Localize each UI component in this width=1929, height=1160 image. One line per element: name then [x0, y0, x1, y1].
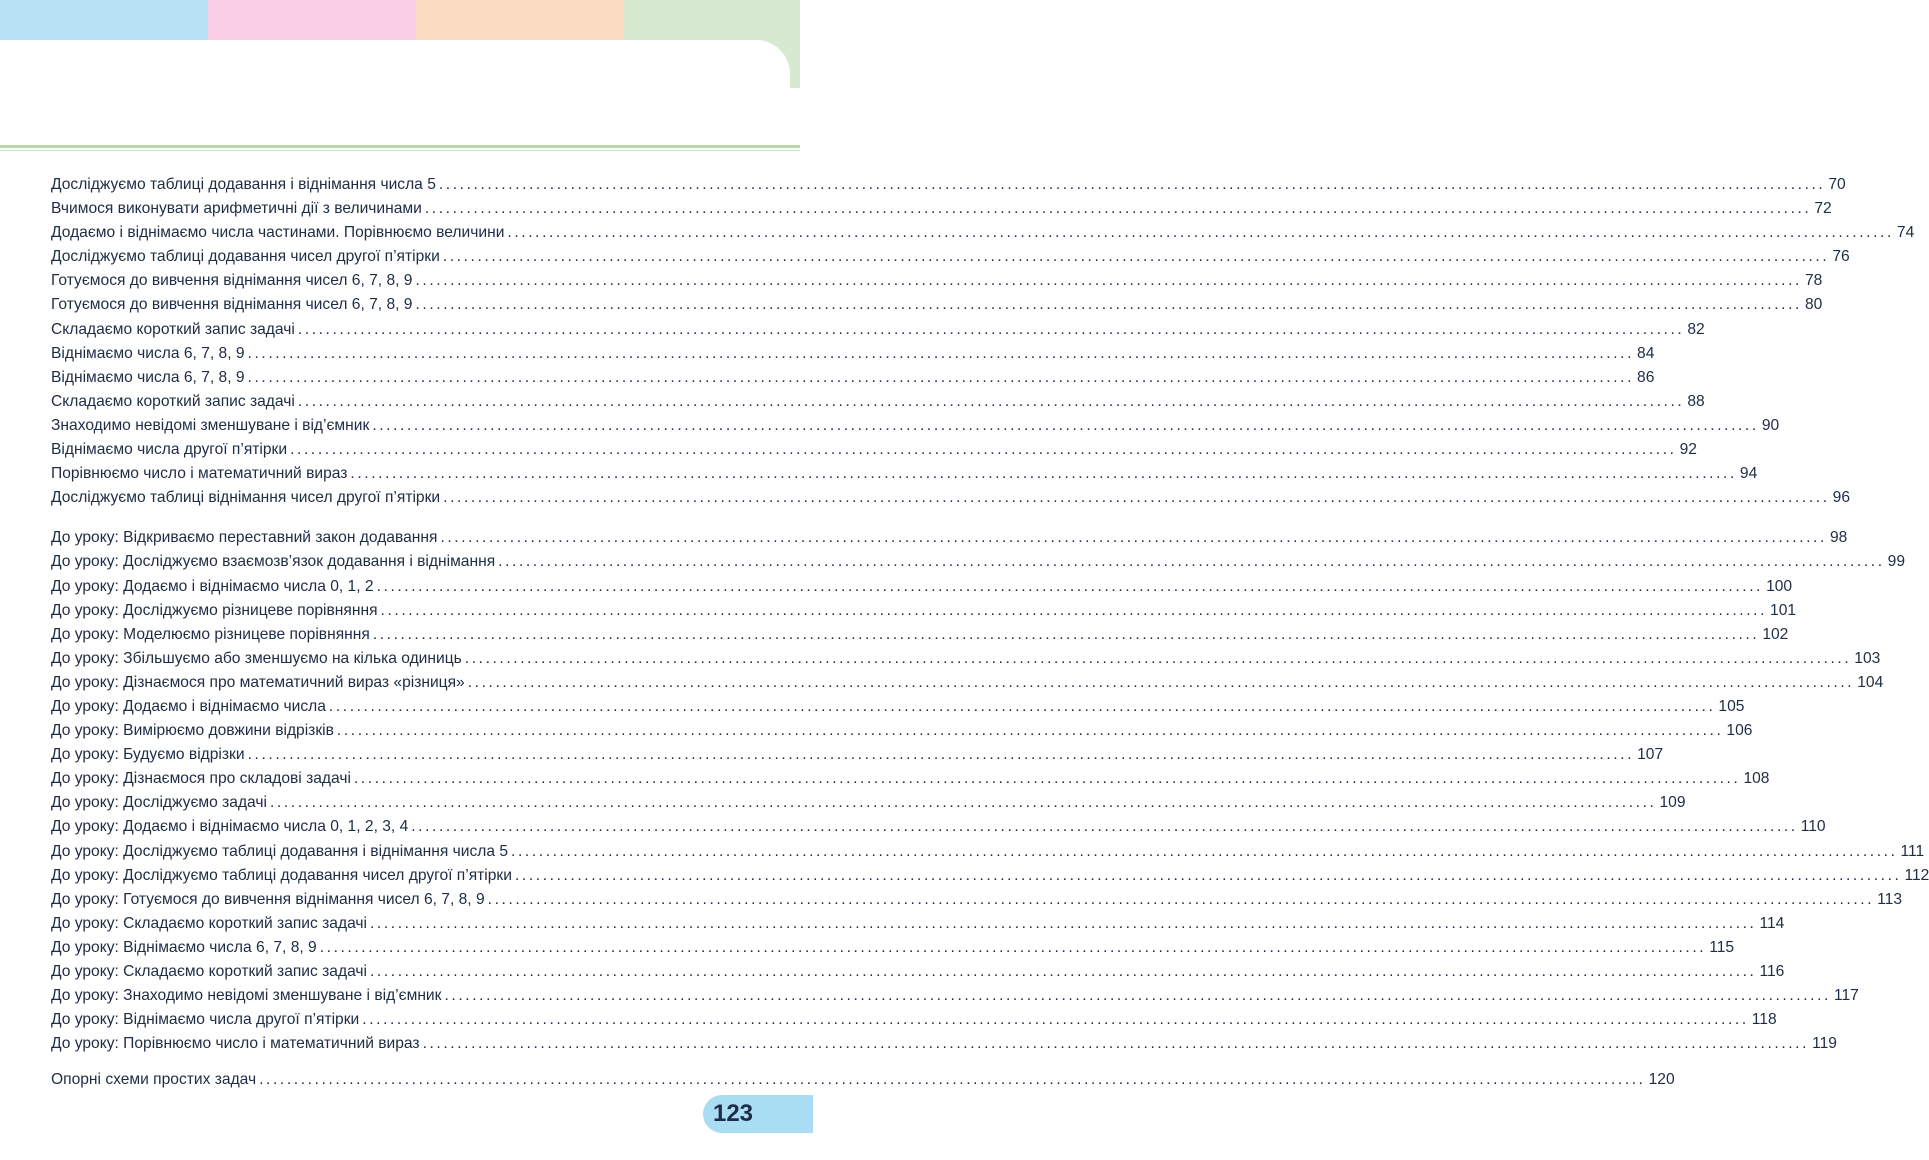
toc-leader-dots: ........................................................................................................................................................................................................	[370, 963, 1757, 980]
toc-entry-page: 94	[1739, 465, 1758, 483]
toc-entry-title: До уроку: Досліджуємо задачі	[51, 794, 267, 812]
toc-entry-page: 80	[1804, 296, 1823, 314]
toc-entry-title: До уроку: Дізнаємося про складові задачі	[51, 770, 351, 788]
toc-entry[interactable]	[51, 414, 1780, 438]
toc-entry-title: До уроку: Відкриваємо переставний закон додавання	[51, 529, 438, 547]
toc-leader-dots: ........................................................................................................................................................................................................	[464, 649, 1852, 667]
toc-leader-dots: ........................................................................................................................................................................................................	[336, 722, 1724, 740]
toc-leader-dots: ........................................................................................................................................................................................................	[372, 416, 1759, 434]
toc-leader-dots: ........................................................................................................................................................................................................	[353, 770, 1741, 788]
toc-leader-dots: ........................................................................................................................................................................................................	[487, 890, 1875, 908]
toc-entry[interactable]	[51, 486, 1850, 510]
toc-entry-page: 102	[1762, 625, 1789, 643]
toc-leader-dots: ........................................................................................................................................................................................................	[415, 272, 1802, 290]
toc-spacer	[51, 510, 709, 526]
toc-entry-page: 114	[1759, 914, 1785, 932]
toc-entry[interactable]	[51, 293, 1823, 317]
toc-leader-dots: ........................................................................................................................................................................................................	[247, 746, 1635, 764]
toc-entry[interactable]	[51, 888, 1903, 912]
toc-entry[interactable]	[51, 671, 1884, 695]
toc-entry-page: 90	[1761, 416, 1780, 434]
toc-entry[interactable]	[51, 269, 1823, 293]
toc-entry[interactable]	[51, 245, 1850, 269]
toc-leader-dots: ........................................................................................................................................................................................................	[380, 601, 1768, 619]
toc-entry-page: 98	[1829, 529, 1848, 547]
toc-leader-dots: ........................................................................................................................................................................................................	[443, 489, 1830, 507]
toc-leader-dots: ........................................................................................................................................................................................................	[411, 818, 1798, 836]
toc-entry[interactable]	[51, 936, 1735, 960]
toc-entry-page: 113	[1877, 890, 1903, 908]
toc-entry-title: До уроку: Досліджуємо взаємозв’язок додавання і віднімання	[51, 553, 496, 571]
toc-entry-title: До уроку: Додаємо і віднімаємо числа 0, 1, 2	[51, 577, 374, 595]
toc-entry[interactable]	[51, 575, 1793, 599]
toc-entry-title: До уроку: Складаємо короткий запис задачі	[51, 914, 367, 932]
toc-entry-page: 86	[1637, 368, 1655, 386]
toc-entry-title: Досліджуємо таблиці віднімання чисел другої п’ятірки	[51, 489, 441, 507]
toc-entry-title: До уроку: Додаємо і віднімаємо числа 0, 1, 2, 3, 4	[51, 818, 409, 836]
toc-leader-dots: ........................................................................................................................................................................................................	[511, 842, 1898, 860]
toc-entry-title: Складаємо короткий запис задачі	[51, 320, 295, 338]
toc-leader-dots: ........................................................................................................................................................................................................	[415, 296, 1802, 314]
toc-entry-title: До уроку: Дізнаємося про математичний вираз «різниця»	[51, 673, 465, 691]
toc-entry[interactable]	[51, 1068, 1675, 1092]
page-number: 123	[712, 1100, 754, 1127]
toc-entry-title: Віднімаємо числа 6, 7, 8, 9	[51, 368, 245, 386]
toc-group-lesson-materials	[51, 526, 1929, 1056]
toc-leader-dots: ........................................................................................................................................................................................................	[259, 1071, 1646, 1089]
toc-entry-page: 84	[1637, 344, 1655, 362]
toc-entry-page: 100	[1766, 577, 1793, 595]
toc-entry-title: До уроку: Віднімаємо числа 6, 7, 8, 9	[51, 938, 317, 956]
header-panel	[0, 40, 790, 144]
top-color-stripes	[0, 0, 800, 40]
toc-group-lessons	[51, 173, 1915, 510]
toc-entry-title: До уроку: Готуємося до вивчення віднімання чисел 6, 7, 8, 9	[51, 890, 485, 908]
toc-leader-dots: ........................................................................................................................................................................................................	[247, 368, 1635, 386]
toc-spacer	[51, 1056, 709, 1068]
toc-entry-page: 78	[1804, 272, 1823, 290]
toc-entry-title: Порівнюємо число і математичний вираз	[51, 465, 348, 483]
toc-entry[interactable]	[51, 1032, 1837, 1056]
toc-leader-dots: ........................................................................................................................................................................................................	[442, 248, 1830, 266]
toc-entry-title: До уроку: Збільшуємо або зменшуємо на кілька одиниць	[51, 649, 462, 667]
toc-leader-dots: ........................................................................................................................................................................................................	[328, 697, 1716, 715]
toc-entry-page: 101	[1770, 601, 1797, 619]
toc-entry-title: Вчимося виконувати арифметичні дії з величинами	[51, 200, 422, 218]
toc-leader-dots: ........................................................................................................................................................................................................	[350, 465, 1737, 483]
toc-entry-page: 109	[1659, 794, 1686, 812]
toc-entry-title: До уроку: Моделюємо різницеве порівняння	[51, 625, 370, 643]
toc-entry-title: До уроку: Складаємо короткий запис задачі	[51, 963, 367, 980]
toc-entry[interactable]	[51, 840, 1925, 864]
toc-entry-page: 116	[1759, 963, 1785, 980]
toc-entry-page: 107	[1637, 746, 1664, 764]
toc-leader-dots: ........................................................................................................................................................................................................	[290, 441, 1677, 459]
toc-entry-title: Готуємося до вивчення віднімання чисел 6, 7, 8, 9	[51, 296, 413, 314]
toc-leader-dots: ........................................................................................................................................................................................................	[372, 625, 1760, 643]
toc-leader-dots: ........................................................................................................................................................................................................	[297, 320, 1685, 338]
toc-entry[interactable]	[51, 623, 1789, 647]
toc-entry-title: Віднімаємо числа 6, 7, 8, 9	[51, 344, 245, 362]
toc-entry[interactable]	[51, 864, 1929, 888]
toc-entry-page: 110	[1800, 818, 1826, 836]
toc-entry-title: До уроку: Вимірюємо довжини відрізків	[51, 722, 334, 740]
toc-entry-title: До уроку: Будуємо відрізки	[51, 746, 245, 764]
page-number-badge	[703, 1095, 813, 1133]
toc-entry-title: Віднімаємо числа другої п’ятірки	[51, 441, 288, 459]
toc-entry[interactable]	[51, 342, 1655, 366]
toc-leader-dots: ........................................................................................................................................................................................................	[297, 392, 1685, 410]
toc-entry[interactable]	[51, 526, 1848, 550]
toc-entry[interactable]	[51, 221, 1915, 245]
toc-leader-dots: ........................................................................................................................................................................................................	[444, 987, 1831, 1005]
toc-entry-title: До уроку: Знаходимо невідомі зменшуване і від’ємник	[51, 987, 442, 1005]
toc-entry-page: 115	[1709, 938, 1735, 956]
toc-entry-title: Готуємося до вивчення віднімання чисел 6, 7, 8, 9	[51, 272, 413, 290]
toc-leader-dots: ........................................................................................................................................................................................................	[370, 914, 1757, 932]
table-of-contents	[51, 173, 1929, 1092]
toc-entry[interactable]	[51, 318, 1705, 342]
toc-entry-page: 103	[1854, 649, 1881, 667]
toc-entry-title: Складаємо короткий запис задачі	[51, 392, 295, 410]
toc-entry-page: 106	[1726, 722, 1753, 740]
toc-entry[interactable]	[51, 173, 1846, 197]
toc-entry-page: 104	[1857, 673, 1884, 691]
toc-entry-page: 99	[1887, 553, 1905, 571]
toc-leader-dots: ........................................................................................................................................................................................................	[362, 1011, 1749, 1029]
toc-entry[interactable]	[51, 791, 1686, 815]
toc-leader-dots: ........................................................................................................................................................................................................	[438, 176, 1826, 193]
toc-entry-title: Досліджуємо таблиці додавання і віднімання числа 5	[51, 176, 436, 193]
stripe-orange	[416, 0, 624, 40]
toc-entry[interactable]	[51, 743, 1664, 767]
stripe-blue	[0, 0, 208, 40]
toc-entry-page: 96	[1832, 489, 1850, 507]
toc-leader-dots: ........................................................................................................................................................................................................	[507, 224, 1894, 242]
toc-entry-title: До уроку: Досліджуємо таблиці додавання і віднімання числа 5	[51, 842, 509, 860]
toc-entry[interactable]	[51, 390, 1705, 414]
toc-leader-dots: ........................................................................................................................................................................................................	[514, 866, 1902, 884]
toc-entry-title: До уроку: Досліджуємо різницеве порівняння	[51, 601, 378, 619]
toc-leader-dots: ........................................................................................................................................................................................................	[269, 794, 1657, 812]
toc-entry[interactable]	[51, 647, 1881, 671]
toc-entry-title: До уроку: Додаємо і віднімаємо числа	[51, 697, 326, 715]
toc-entry-page: 76	[1832, 248, 1850, 266]
toc-entry-page: 88	[1687, 392, 1705, 410]
toc-entry-page: 120	[1648, 1071, 1675, 1089]
toc-leader-dots: ........................................................................................................................................................................................................	[422, 1035, 1810, 1053]
toc-entry-page: 111	[1900, 842, 1925, 860]
toc-leader-dots: ........................................................................................................................................................................................................	[319, 938, 1707, 956]
toc-entry-page: 70	[1828, 176, 1846, 193]
toc-leader-dots: ........................................................................................................................................................................................................	[498, 553, 1885, 571]
stripe-pink	[208, 0, 416, 40]
toc-entry-page: 92	[1679, 441, 1697, 459]
toc-entry-page: 119	[1812, 1035, 1837, 1053]
header-divider	[0, 145, 800, 148]
toc-entry-page: 108	[1743, 770, 1770, 788]
toc-entry[interactable]	[51, 695, 1745, 719]
toc-entry[interactable]	[51, 767, 1770, 791]
toc-entry-page: 72	[1814, 200, 1832, 218]
toc-entry-page: 105	[1718, 697, 1745, 715]
toc-entry[interactable]	[51, 815, 1826, 839]
toc-leader-dots: ........................................................................................................................................................................................................	[247, 344, 1635, 362]
toc-entry[interactable]	[51, 550, 1905, 574]
toc-entry-title: Опорні схеми простих задач	[51, 1071, 257, 1089]
stripe-green	[624, 0, 800, 40]
toc-entry[interactable]	[51, 599, 1797, 623]
header-divider-thin	[0, 150, 800, 151]
toc-entry[interactable]	[51, 462, 1758, 486]
toc-entry[interactable]	[51, 1008, 1777, 1032]
toc-entry-title: Знаходимо невідомі зменшуване і від’ємник	[51, 416, 370, 434]
toc-entry-page: 117	[1833, 987, 1859, 1005]
toc-entry-title: До уроку: Досліджуємо таблиці додавання чисел другої п’ятірки	[51, 866, 512, 884]
toc-entry[interactable]	[51, 912, 1785, 936]
toc-entry[interactable]	[51, 197, 1832, 221]
toc-entry-page: 112	[1904, 866, 1929, 884]
toc-group-schemes	[51, 1068, 1675, 1092]
toc-entry[interactable]	[51, 719, 1753, 743]
toc-entry-page: 118	[1751, 1011, 1777, 1029]
toc-entry[interactable]	[51, 366, 1655, 390]
toc-leader-dots: ........................................................................................................................................................................................................	[440, 529, 1827, 547]
toc-entry-title: Досліджуємо таблиці додавання чисел другої п’ятірки	[51, 248, 440, 266]
toc-entry[interactable]	[51, 438, 1697, 462]
toc-leader-dots: ........................................................................................................................................................................................................	[467, 673, 1855, 691]
toc-entry-page: 74	[1896, 224, 1915, 242]
toc-entry-page: 82	[1687, 320, 1705, 338]
toc-entry[interactable]	[51, 960, 1785, 984]
toc-leader-dots: ........................................................................................................................................................................................................	[376, 577, 1764, 595]
toc-entry[interactable]	[51, 984, 1859, 1008]
toc-leader-dots: ........................................................................................................................................................................................................	[424, 200, 1812, 218]
toc-entry-title: До уроку: Порівнюємо число і математичний вираз	[51, 1035, 420, 1053]
toc-entry-title: Додаємо і віднімаємо числа частинами. Порівнюємо величини	[51, 224, 505, 242]
toc-entry-title: До уроку: Віднімаємо числа другої п’ятірки	[51, 1011, 360, 1029]
